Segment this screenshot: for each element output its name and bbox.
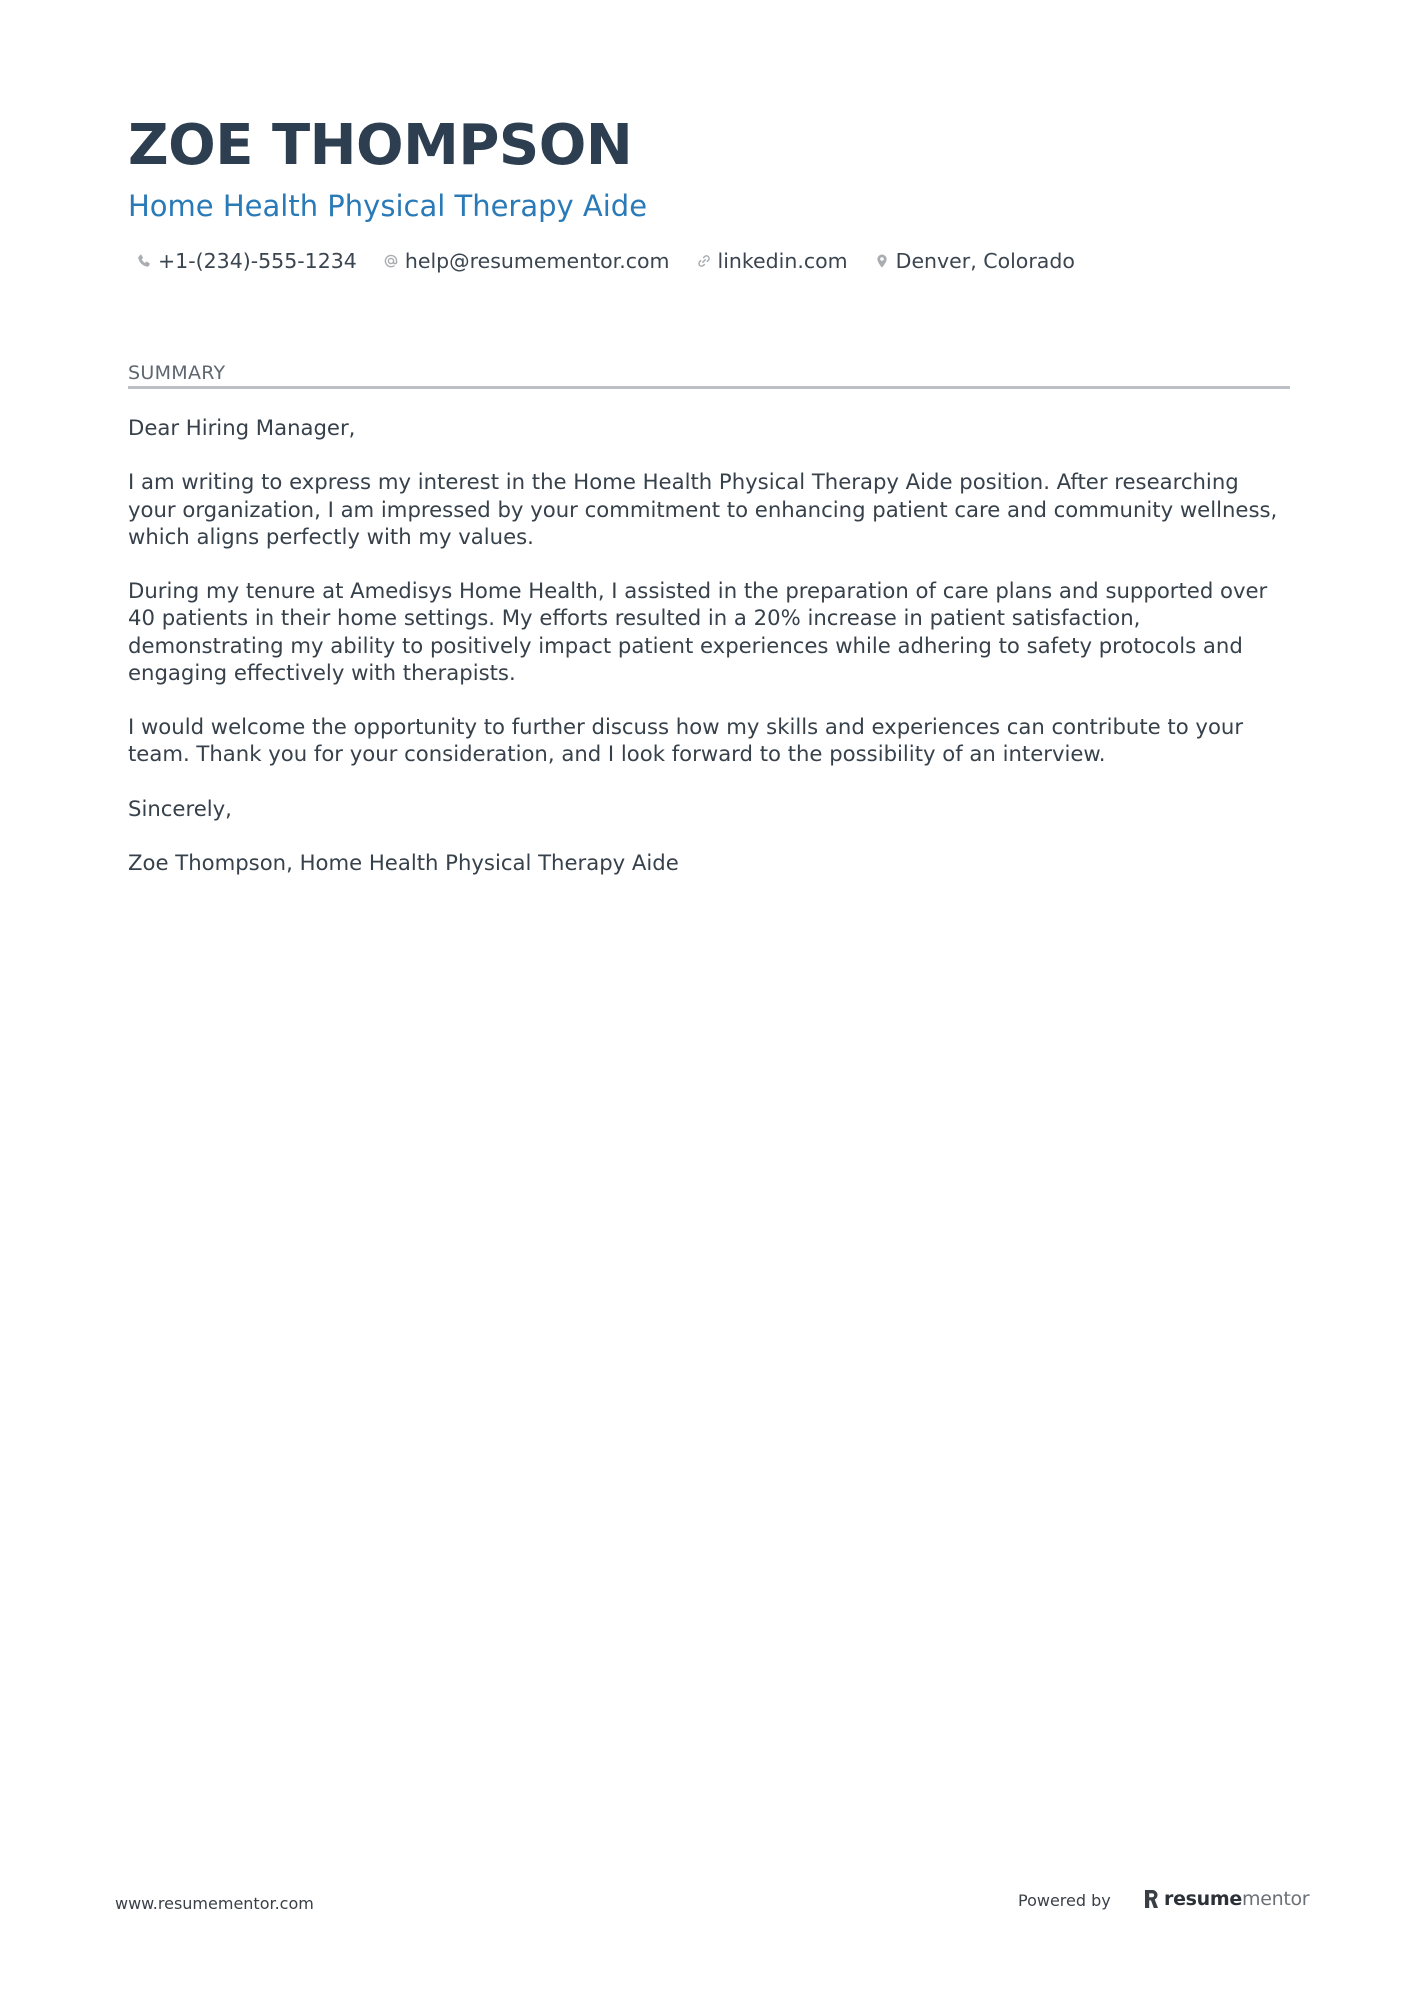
- section-divider: [128, 386, 1290, 389]
- contact-phone: [136, 246, 357, 276]
- contact-linkedin-text: linkedin.com: [717, 249, 848, 273]
- signature-line: Zoe Thompson, Home Health Physical Therapy Aide: [128, 850, 679, 876]
- sign-off: Sincerely,: [128, 795, 232, 821]
- paragraph-experience: During my tenure at Amedisys Home Health, I assisted in the preparation of care plans and supported over 40 patients in their home settings. My efforts resulted in a 20% increase in patient satisfaction, demonstrating my ability to positively impact patient experiences while adhering to safety protocols and engaging effectively with therapists.: [128, 578, 1268, 685]
- section-heading-summary: SUMMARY: [128, 362, 226, 384]
- job-title: Home Health Physical Therapy Aide: [128, 189, 648, 223]
- brand-wordmark: [1164, 1886, 1309, 1912]
- paragraph-intro: I am writing to express my interest in the Home Health Physical Therapy Aide position. After researching your organization, I am impressed by your commitment to enhancing patient care and community wellness, which aligns perfectly with my values.: [128, 469, 1278, 549]
- footer-powered-by: Powered by: [1018, 1891, 1111, 1910]
- contact-location: [874, 246, 1075, 276]
- brand-wordmark-light: mentor: [1241, 1888, 1310, 1910]
- salutation: Dear Hiring Manager,: [128, 415, 356, 440]
- phone-icon: [136, 253, 152, 269]
- link-icon: [696, 253, 712, 269]
- contact-row: [136, 246, 1101, 276]
- letter-body: [128, 414, 1290, 904]
- paragraph-closing: I would welcome the opportunity to further discuss how my skills and experiences can contribute to your team. Thank you for your consideration, and I look forward to the possibility of an interview.: [128, 714, 1244, 767]
- footer-website-link[interactable]: www.resumementor.com: [115, 1894, 314, 1913]
- brand-wordmark-strong: resume: [1164, 1888, 1242, 1910]
- contact-email: [383, 246, 670, 276]
- candidate-name: ZOE THOMPSON: [128, 113, 633, 178]
- brand-logo[interactable]: [1142, 1886, 1309, 1912]
- contact-phone-text: +1-(234)-555-1234: [158, 249, 357, 273]
- location-pin-icon: [874, 253, 890, 269]
- resumementor-logo-icon: [1142, 1888, 1160, 1910]
- at-icon: [383, 253, 399, 269]
- contact-email-text: help@resumementor.com: [404, 249, 670, 273]
- contact-linkedin: [696, 246, 848, 276]
- contact-location-text: Denver, Colorado: [895, 249, 1075, 273]
